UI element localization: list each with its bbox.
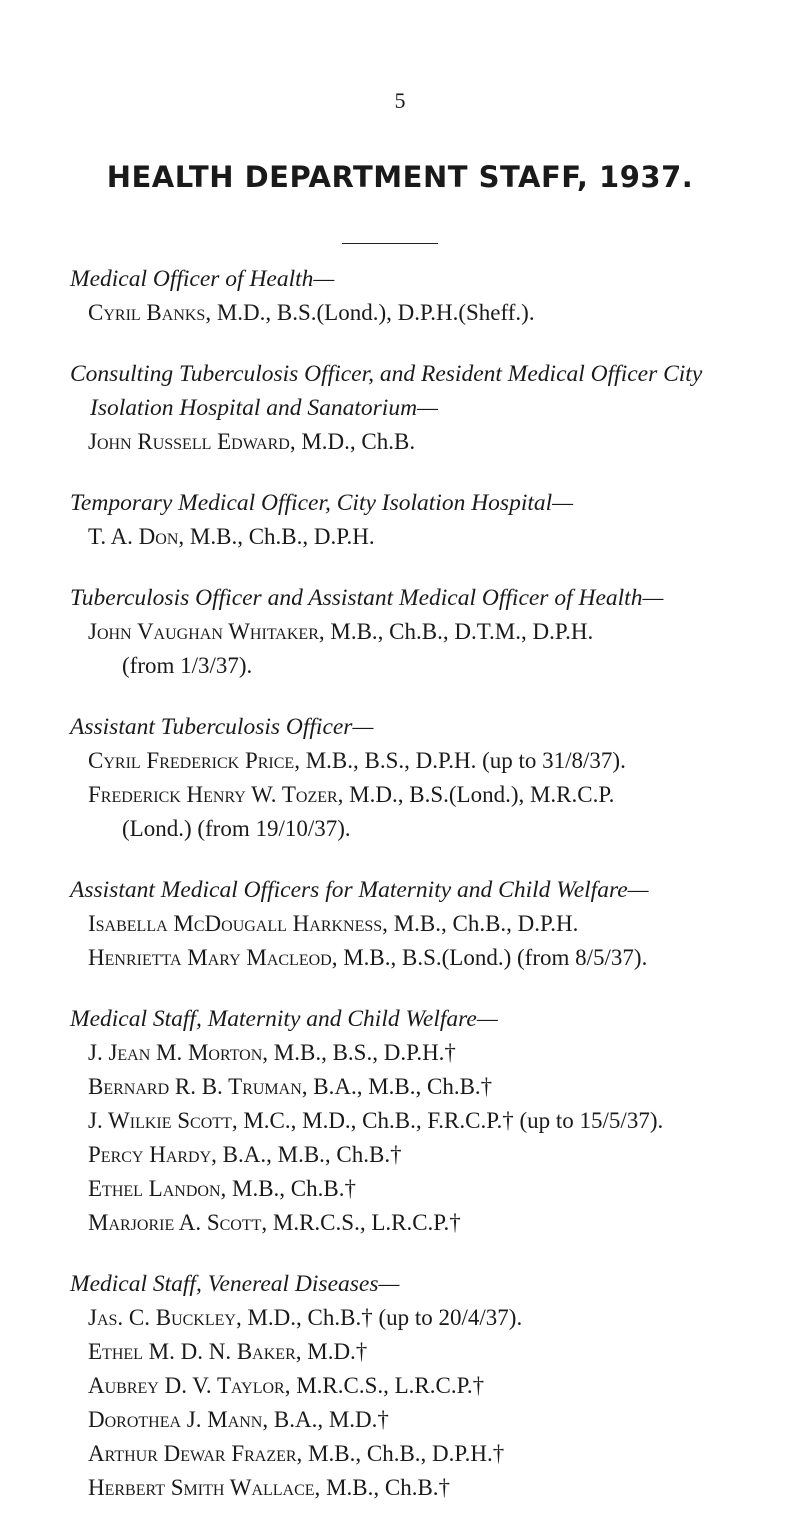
staff-entry [70, 1301, 790, 1335]
staff-qualifications: M.D.† [301, 1339, 368, 1364]
staff-qualifications: M.D., Ch.B. [295, 429, 416, 454]
staff-section [70, 262, 790, 330]
staff-entry [70, 907, 790, 941]
staff-qualifications: M.C., M.D., Ch.B., F.R.C.P.† (up to 15/5/37). [237, 1108, 664, 1133]
staff-name: Bernard R. B. Truman, [88, 1074, 308, 1099]
section-heading [70, 1267, 790, 1301]
staff-entry [70, 520, 790, 554]
staff-entry [70, 744, 790, 778]
section-heading-line: Consulting Tuberculosis Officer, and Resident Medical Officer City [70, 361, 703, 387]
section-heading [70, 357, 790, 425]
staff-qualifications: M.B., Ch.B., D.T.M., D.P.H. [324, 619, 594, 644]
staff-name: Cyril Banks, [88, 300, 212, 325]
staff-name: John Russell Edward, [88, 429, 296, 454]
staff-qualifications: M.R.C.S., L.R.C.P.† [267, 1210, 461, 1235]
staff-qualifications: B.A., M.D.† [268, 1407, 389, 1432]
staff-qualifications: B.A., M.B., Ch.B.† [307, 1074, 493, 1099]
staff-qualifications: M.B., B.S., D.P.H.† [268, 1040, 456, 1065]
section-heading-line: Medical Officer of Health— [70, 266, 335, 292]
section-heading-line: Medical Staff, Maternity and Child Welfare— [70, 1006, 498, 1032]
staff-entry [70, 1335, 790, 1369]
page-number: 5 [394, 88, 406, 113]
staff-section [70, 873, 790, 975]
staff-qualifications: M.B., Ch.B., D.P.H. [387, 911, 579, 936]
staff-entry [70, 1403, 790, 1437]
staff-qualifications: M.D., Ch.B.† (up to 20/4/37). [241, 1305, 523, 1330]
staff-section [70, 1002, 790, 1240]
section-heading [70, 710, 790, 744]
staff-entry [70, 1206, 790, 1240]
staff-entry [70, 1172, 790, 1206]
staff-entry [70, 615, 790, 683]
staff-qualifications: M.B., B.S., D.P.H. (up to 31/8/37). [299, 748, 626, 773]
staff-name: Ethel M. D. N. Baker, [88, 1339, 302, 1364]
staff-name: Marjorie A. Scott, [88, 1210, 268, 1235]
staff-name: Herbert Smith Wallace, [88, 1475, 321, 1500]
staff-name: J. Jean M. Morton, [88, 1040, 269, 1065]
staff-name: Henrietta Mary Macleod, [88, 945, 338, 970]
staff-qualifications: M.B., Ch.B., D.P.H.† [302, 1441, 505, 1466]
staff-name: Arthur Dewar Frazer, [88, 1441, 303, 1466]
title-divider [342, 243, 438, 244]
staff-name: Dorothea J. Mann, [88, 1407, 269, 1432]
staff-section [70, 710, 790, 846]
staff-entry [70, 1138, 790, 1172]
staff-section [70, 486, 790, 554]
staff-qualifications: M.D., B.S.(Lond.), M.R.C.P. [343, 782, 615, 807]
staff-entry [70, 1369, 790, 1403]
section-heading [70, 581, 790, 615]
staff-name: Percy Hardy, [88, 1142, 217, 1167]
staff-entry [70, 1437, 790, 1471]
staff-qualifications-continued: (from 1/3/37). [122, 653, 253, 678]
section-heading-line: Isolation Hospital and Sanatorium— [90, 395, 438, 421]
staff-entry [70, 1471, 790, 1505]
staff-name: Frederick Henry W. Tozer, [88, 782, 344, 807]
staff-name: T. A. Don, [88, 524, 185, 549]
staff-name: John Vaughan Whitaker, [88, 619, 325, 644]
staff-name: Jas. C. Buckley, [88, 1305, 242, 1330]
staff-section [70, 1267, 790, 1505]
section-heading [70, 1002, 790, 1036]
staff-qualifications: M.R.C.S., L.R.C.P.† [290, 1373, 485, 1398]
staff-entry [70, 1104, 790, 1138]
section-heading-line: Tuberculosis Officer and Assistant Medical Officer of Health— [70, 585, 664, 611]
staff-qualifications-continued: (Lond.) (from 19/10/37). [122, 816, 351, 841]
staff-name: Isabella McDougall Harkness, [88, 911, 388, 936]
staff-qualifications: M.B., Ch.B.† [226, 1176, 356, 1201]
page-title: HEALTH DEPARTMENT STAFF, 1937. [106, 160, 694, 194]
section-heading-line: Assistant Tuberculosis Officer— [70, 714, 374, 740]
staff-name: Ethel Landon, [88, 1176, 227, 1201]
staff-name: Cyril Frederick Price, [88, 748, 300, 773]
staff-section [70, 581, 790, 683]
staff-entry [70, 1036, 790, 1070]
staff-entry [70, 941, 790, 975]
section-heading [70, 873, 790, 907]
staff-qualifications: B.A., M.B., Ch.B.† [216, 1142, 402, 1167]
staff-qualifications: M.B., B.S.(Lond.) (from 8/5/37). [337, 945, 648, 970]
staff-name: Aubrey D. V. Taylor, [88, 1373, 291, 1398]
section-heading-line: Temporary Medical Officer, City Isolation Hospital— [70, 490, 574, 516]
section-heading-line: Medical Staff, Venereal Diseases— [70, 1271, 400, 1297]
staff-name: J. Wilkie Scott, [88, 1108, 238, 1133]
staff-entry [70, 425, 790, 459]
section-heading [70, 262, 790, 296]
staff-list [70, 262, 790, 1532]
section-heading [70, 486, 790, 520]
section-heading-line: Assistant Medical Officers for Maternity and Child Welfare— [70, 877, 649, 903]
staff-section [70, 357, 790, 459]
staff-qualifications: M.D., B.S.(Lond.), D.P.H.(Sheff.). [211, 300, 535, 325]
staff-entry [70, 778, 790, 846]
staff-entry [70, 1070, 790, 1104]
staff-qualifications: M.B., Ch.B.† [320, 1475, 451, 1500]
staff-qualifications: M.B., Ch.B., D.P.H. [184, 524, 375, 549]
staff-entry [70, 296, 790, 330]
